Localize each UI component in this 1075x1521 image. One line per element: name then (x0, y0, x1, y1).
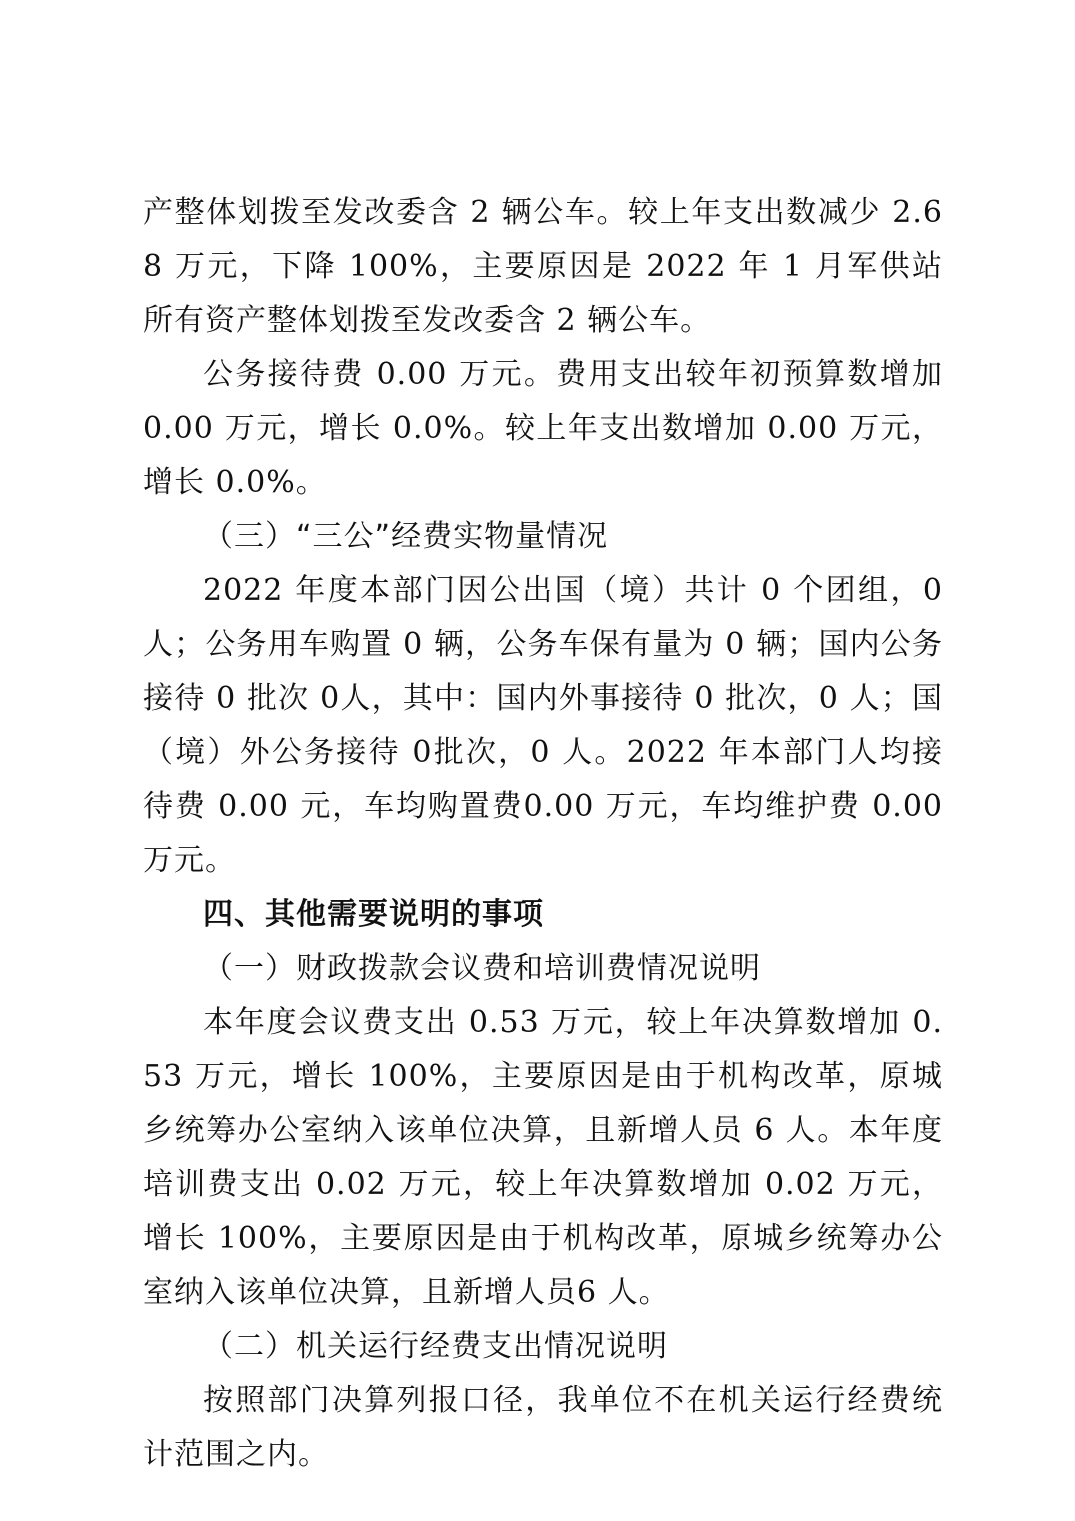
paragraph-vehicle-transfer: 产整体划拨至发改委含 2 辆公车。较上年支出数减少 2.68 万元，下降 100%，主要原因是 2022 年 1 月军供站所有资产整体划拨至发改委含 2 辆公车。 (143, 195, 943, 338)
section-heading-physical-quantity: （三）“三公”经费实物量情况 (203, 519, 609, 554)
paragraph-operating-expenses: 按照部门决算列报口径，我单位不在机关运行经费统计范围之内。 (143, 1383, 943, 1472)
document-page (143, 186, 943, 1482)
section-heading-meeting-training: （一）财政拨款会议费和培训费情况说明 (203, 951, 761, 986)
paragraph-physical-quantity: 2022 年度本部门因公出国（境）共计 0 个团组，0 人；公务用车购置 0 辆，公务车保有量为 0 辆；国内公务接待 0 批次 0人，其中：国内外事接待 0 批次，0 人；国（境）外公务接待 0批次，0 人。2022 年本部门人均接待费 0.00 元，车均购置费0.00 万元，车均维护费 0.00 万元。 (143, 573, 943, 878)
section-heading-other-matters: 四、其他需要说明的事项 (203, 897, 544, 932)
paragraph-reception-fee: 公务接待费 0.00 万元。费用支出较年初预算数增加 0.00 万元，增长 0.0%。较上年支出数增加 0.00 万元，增长 0.0%。 (143, 357, 943, 500)
paragraph-meeting-training: 本年度会议费支出 0.53 万元，较上年决算数增加 0.53 万元，增长 100%，主要原因是由于机构改革，原城乡统筹办公室纳入该单位决算，且新增人员 6 人。本年度培训费支出 0.02 万元，较上年决算数增加 0.02 万元，增长 100%，主要原因是由于机构改革，原城乡统筹办公室纳入该单位决算，且新增人员6 人。 (143, 1005, 943, 1310)
section-heading-operating-expenses: （二）机关运行经费支出情况说明 (203, 1329, 668, 1364)
